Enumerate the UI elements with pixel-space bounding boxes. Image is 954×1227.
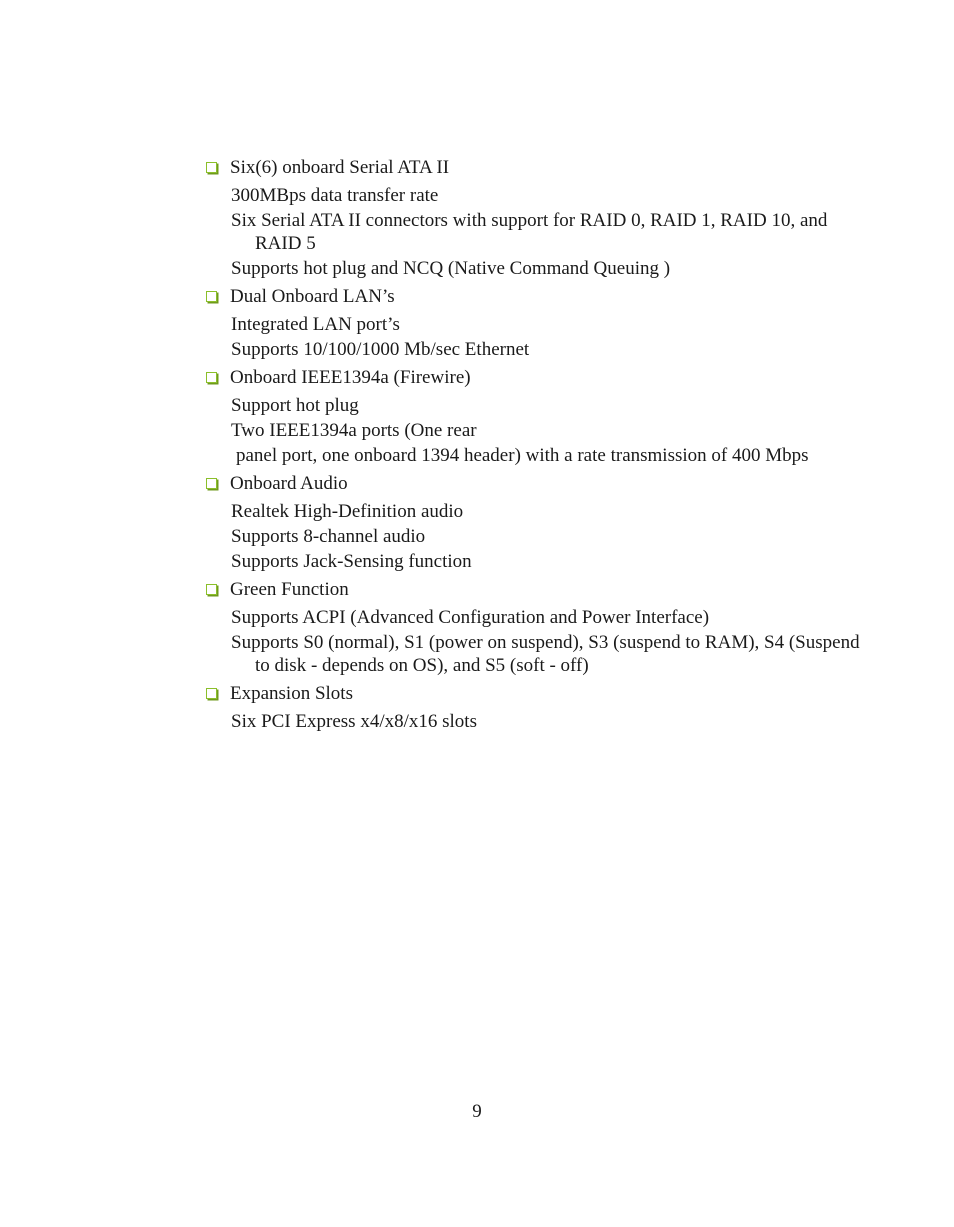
checkbox-bullet-icon (206, 372, 217, 383)
section-heading (205, 681, 865, 706)
list-item: 300MBps data transfer rate (231, 185, 439, 206)
list-item: Integrated LAN port’s (231, 314, 400, 335)
section-heading-text: Dual Onboard LAN’s (230, 286, 395, 307)
section-heading (205, 365, 865, 390)
section-heading (205, 471, 865, 496)
checkbox-bullet-icon (206, 478, 217, 489)
list-item: Supports 8-channel audio (231, 526, 426, 547)
section-heading-text: Onboard Audio (230, 473, 348, 494)
checkbox-bullet-icon (206, 584, 217, 595)
list-item: Six Serial ATA II connectors with support for RAID 0, RAID 1, RAID 10, and RAID 5 (231, 210, 828, 254)
section-heading (205, 284, 865, 309)
section-heading (205, 155, 865, 180)
feature-list (205, 155, 865, 737)
section-expansion-slots (205, 681, 865, 733)
checkbox-bullet-icon (206, 291, 217, 302)
section-items (205, 500, 865, 573)
list-item: Two IEEE1394a ports (One rear (231, 420, 477, 441)
section-items (205, 710, 865, 733)
section-green-function (205, 577, 865, 677)
list-item: Supports hot plug and NCQ (Native Command Queuing ) (231, 258, 671, 279)
checkbox-bullet-icon (206, 688, 217, 699)
checkbox-bullet-icon (206, 162, 217, 173)
section-audio (205, 471, 865, 573)
list-item: Supports 10/100/1000 Mb/sec Ethernet (231, 339, 530, 360)
list-item: Supports ACPI (Advanced Configuration and Power Interface) (231, 607, 710, 628)
section-sata (205, 155, 865, 280)
list-item: Supports Jack-Sensing function (231, 551, 472, 572)
section-heading-text: Onboard IEEE1394a (Firewire) (230, 367, 471, 388)
page-number: 9 (472, 1101, 482, 1122)
section-firewire (205, 365, 865, 467)
section-items (205, 184, 865, 280)
section-items (205, 606, 865, 677)
section-heading-text: Green Function (230, 579, 349, 600)
section-lan (205, 284, 865, 361)
section-heading-text: Six(6) onboard Serial ATA II (230, 157, 450, 178)
list-item: Support hot plug (231, 395, 359, 416)
section-items (205, 394, 865, 467)
list-item: Realtek High-Definition audio (231, 501, 464, 522)
section-heading (205, 577, 865, 602)
section-heading-text: Expansion Slots (230, 683, 353, 704)
list-item: Supports S0 (normal), S1 (power on suspend), S3 (suspend to RAM), S4 (Suspend to disk - depends on OS), and S5 (soft - off) (231, 632, 860, 676)
list-item: panel port, one onboard 1394 header) with a rate transmission of 400 Mbps (236, 445, 809, 466)
list-item: Six PCI Express x4/x8/x16 slots (231, 711, 477, 732)
section-items (205, 313, 865, 361)
